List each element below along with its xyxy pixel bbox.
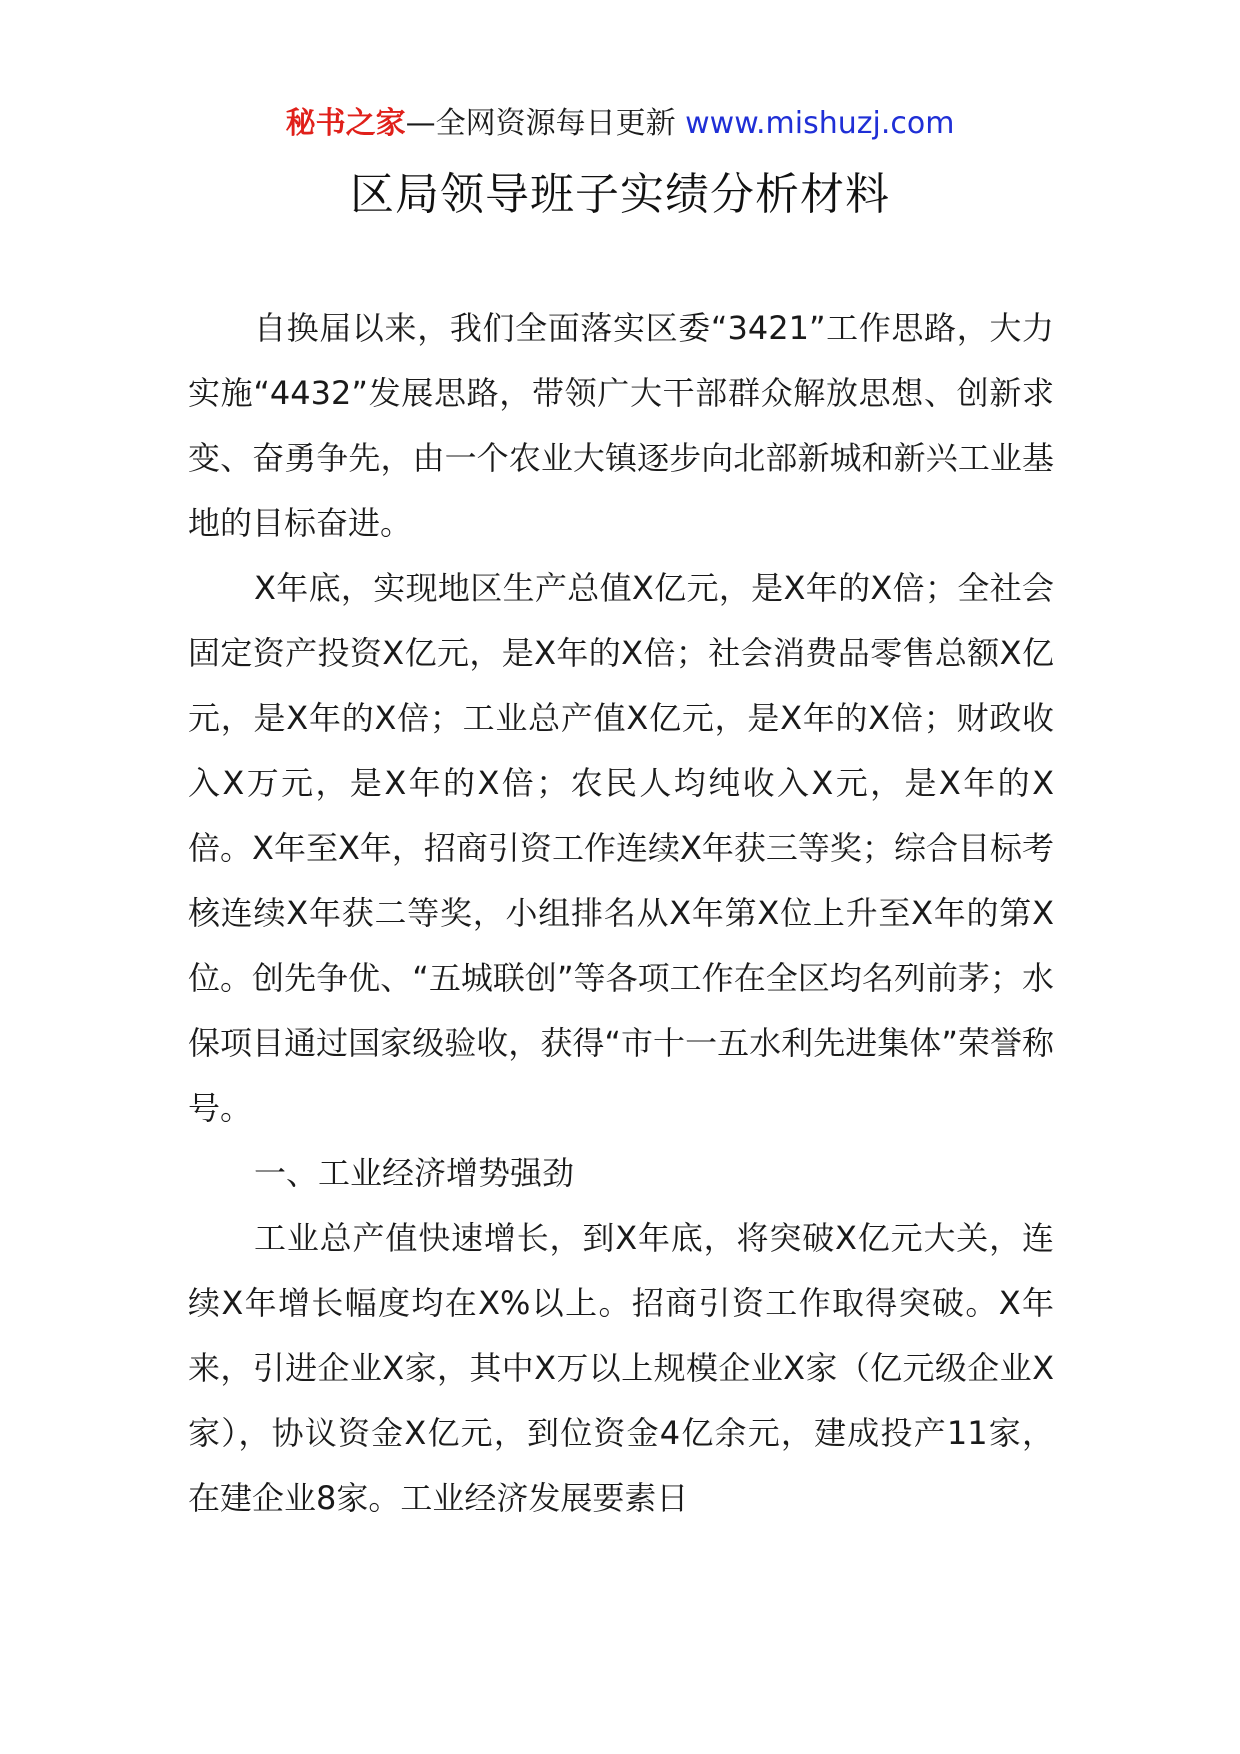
intro-paragraph: 自换届以来，我们全面落实区委“3421”工作思路，大力实施“4432”发展思路，带领广大干部群众解放思想、创新求变、奋勇争先，由一个农业大镇逐步向北部新城和新兴工业基地的目标奋进。 xyxy=(188,309,1054,542)
brand-name: 秘书之家 xyxy=(285,106,406,141)
document-body xyxy=(188,296,1054,1531)
site-banner xyxy=(0,104,1240,144)
banner-slogan: —全网资源每日更新 xyxy=(405,106,686,141)
statistics-paragraph: X年底，实现地区生产总值X亿元，是X年的X倍；全社会固定资产投资X亿元，是X年的X倍；社会消费品零售总额X亿元，是X年的X倍；工业总产值X亿元，是X年的X倍；财政收入X万元，是X年的X倍；农民人均纯收入X元，是X年的X倍。X年至X年，招商引资工作连续X年获三等奖；综合目标考核连续X年获二等奖，小组排名从X年第X位上升至X年的第X位。创先争优、“五城联创”等各项工作在全区均名列前茅；水保项目通过国家级验收，获得“市十一五水利先进集体”荣誉称号。 xyxy=(188,569,1054,1127)
site-url-link[interactable]: www.mishuzj.com xyxy=(685,106,955,141)
section-heading-industry: 一、工业经济增势强劲 xyxy=(254,1154,575,1192)
industry-paragraph: 工业总产值快速增长，到X年底，将突破X亿元大关，连续X年增长幅度均在X%以上。招商引资工作取得突破。X年来，引进企业X家，其中X万以上规模企业X家（亿元级企业X家），协议资金X亿元，到位资金4亿余元，建成投产11家，在建企业8家。工业经济发展要素日 xyxy=(188,1219,1054,1517)
document-title: 区局领导班子实绩分析材料 xyxy=(350,169,890,220)
